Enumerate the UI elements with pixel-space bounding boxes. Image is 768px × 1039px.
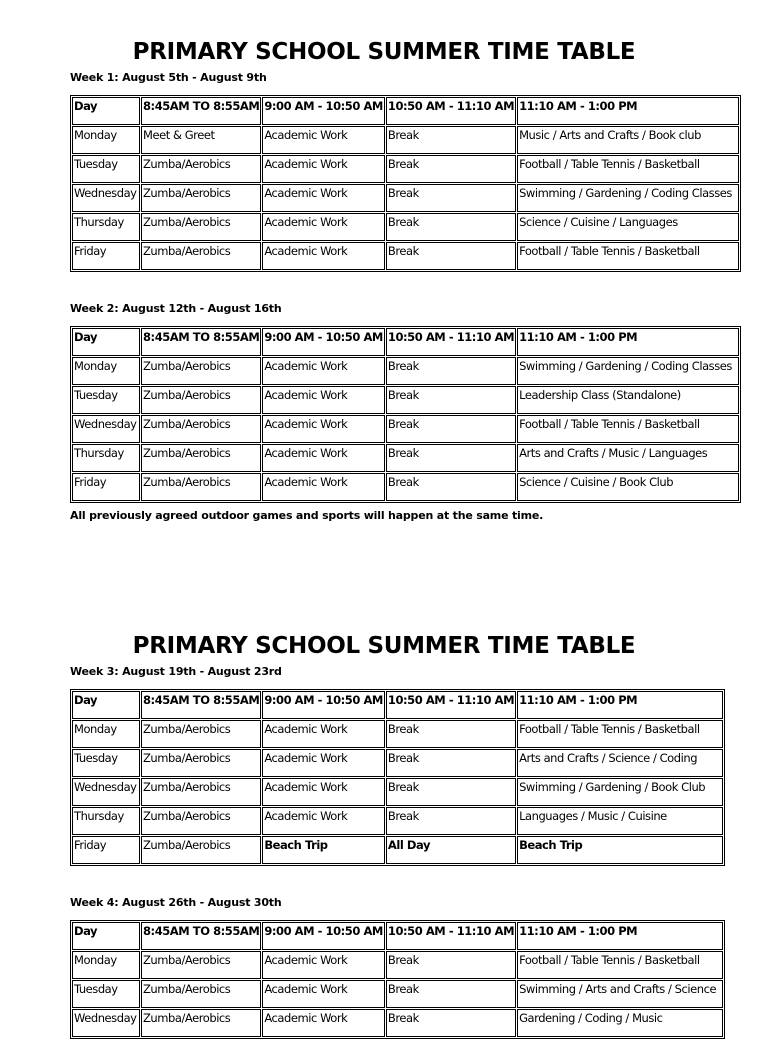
table-cell: Swimming / Gardening / Coding Classes: [517, 357, 739, 385]
table-cell: Break: [386, 184, 516, 212]
table-row: [72, 980, 723, 1008]
table-cell: Wednesday: [72, 415, 140, 443]
table-header-row: [72, 328, 739, 356]
table-cell: Tuesday: [72, 155, 140, 183]
table-cell: Zumba/Aerobics: [141, 415, 261, 443]
table-cell: Monday: [72, 357, 140, 385]
table-cell: Tuesday: [72, 749, 140, 777]
table-cell: Football / Table Tennis / Basketball: [517, 951, 723, 979]
table-cell: Break: [386, 357, 516, 385]
table-row: [72, 386, 739, 414]
table-cell: Monday: [72, 951, 140, 979]
table-row: [72, 242, 739, 270]
table-cell: Break: [386, 415, 516, 443]
table-cell: Academic Work: [262, 242, 385, 270]
table-cell: Zumba/Aerobics: [141, 444, 261, 472]
table-cell: Zumba/Aerobics: [141, 473, 261, 501]
table-cell: Break: [386, 473, 516, 501]
table-cell: Friday: [72, 473, 140, 501]
table-row: [72, 444, 739, 472]
table-row: [72, 184, 739, 212]
table-cell: Science / Cuisine / Languages: [517, 213, 739, 241]
table-cell: Break: [386, 213, 516, 241]
table-cell: All Day: [386, 836, 516, 864]
table-cell: Break: [386, 126, 516, 154]
table-cell: Academic Work: [262, 155, 385, 183]
header-cell-slot-2: 9:00 AM - 10:50 AM: [262, 328, 385, 356]
table-cell: Academic Work: [262, 444, 385, 472]
table-header-row: [72, 922, 723, 950]
table-cell: Football / Table Tennis / Basketball: [517, 415, 739, 443]
table-cell: Swimming / Arts and Crafts / Science: [517, 980, 723, 1008]
table-header-row: [72, 691, 723, 719]
table-cell: Zumba/Aerobics: [141, 155, 261, 183]
table-cell: Zumba/Aerobics: [141, 1009, 261, 1037]
table-cell: Languages / Music / Cuisine: [517, 807, 723, 835]
footnote: All previously agreed outdoor games and sports will happen at the same time.: [70, 509, 544, 522]
table-row: [72, 155, 739, 183]
table-cell: Zumba/Aerobics: [141, 980, 261, 1008]
table-cell: Beach Trip: [517, 836, 723, 864]
table-cell: Academic Work: [262, 749, 385, 777]
table-row: [72, 473, 739, 501]
table-cell: Football / Table Tennis / Basketball: [517, 720, 723, 748]
header-cell-slot-3: 10:50 AM - 11:10 AM: [386, 922, 516, 950]
header-cell-slot-2: 9:00 AM - 10:50 AM: [262, 97, 385, 125]
table-header-row: [72, 97, 739, 125]
table-cell: Tuesday: [72, 386, 140, 414]
table-cell: Zumba/Aerobics: [141, 242, 261, 270]
week-3-table: [70, 689, 725, 866]
table-cell: Academic Work: [262, 807, 385, 835]
header-cell-slot-1: 8:45AM TO 8:55AM: [141, 922, 261, 950]
table-cell: Academic Work: [262, 951, 385, 979]
header-cell-slot-4: 11:10 AM - 1:00 PM: [517, 328, 739, 356]
page-title: PRIMARY SCHOOL SUMMER TIME TABLE: [132, 39, 636, 65]
table-row: [72, 1009, 723, 1037]
table-cell: Zumba/Aerobics: [141, 213, 261, 241]
page-title: PRIMARY SCHOOL SUMMER TIME TABLE: [132, 633, 636, 659]
table-cell: Zumba/Aerobics: [141, 357, 261, 385]
table-cell: Football / Table Tennis / Basketball: [517, 155, 739, 183]
table-cell: Zumba/Aerobics: [141, 184, 261, 212]
table-row: [72, 749, 723, 777]
table-row: [72, 807, 723, 835]
week-1-label: Week 1: August 5th - August 9th: [70, 71, 267, 84]
table-cell: Beach Trip: [262, 836, 385, 864]
table-cell: Monday: [72, 720, 140, 748]
table-cell: Zumba/Aerobics: [141, 807, 261, 835]
table-cell: Wednesday: [72, 184, 140, 212]
table-cell: Leadership Class (Standalone): [517, 386, 739, 414]
header-cell-day: Day: [72, 922, 140, 950]
table-cell: Academic Work: [262, 126, 385, 154]
table-cell: Break: [386, 807, 516, 835]
table-row: [72, 357, 739, 385]
table-cell: Zumba/Aerobics: [141, 951, 261, 979]
table-row: [72, 720, 723, 748]
week-4-label: Week 4: August 26th - August 30th: [70, 896, 282, 909]
table-cell: Music / Arts and Crafts / Book club: [517, 126, 739, 154]
table-cell: Academic Work: [262, 357, 385, 385]
table-cell: Zumba/Aerobics: [141, 778, 261, 806]
table-cell: Academic Work: [262, 720, 385, 748]
table-cell: Thursday: [72, 444, 140, 472]
table-cell: Arts and Crafts / Science / Coding: [517, 749, 723, 777]
table-cell: Thursday: [72, 213, 140, 241]
table-cell: Wednesday: [72, 778, 140, 806]
table-cell: Break: [386, 951, 516, 979]
header-cell-slot-3: 10:50 AM - 11:10 AM: [386, 97, 516, 125]
table-cell: Academic Work: [262, 473, 385, 501]
header-cell-slot-1: 8:45AM TO 8:55AM: [141, 328, 261, 356]
table-row: [72, 213, 739, 241]
header-cell-day: Day: [72, 691, 140, 719]
header-cell-slot-1: 8:45AM TO 8:55AM: [141, 97, 261, 125]
table-cell: Academic Work: [262, 1009, 385, 1037]
header-cell-slot-2: 9:00 AM - 10:50 AM: [262, 691, 385, 719]
table-cell: Tuesday: [72, 980, 140, 1008]
table-cell: Break: [386, 444, 516, 472]
table-cell: Academic Work: [262, 213, 385, 241]
table-cell: Football / Table Tennis / Basketball: [517, 242, 739, 270]
table-cell: Monday: [72, 126, 140, 154]
week-3-label: Week 3: August 19th - August 23rd: [70, 665, 282, 678]
header-cell-slot-2: 9:00 AM - 10:50 AM: [262, 922, 385, 950]
table-cell: Academic Work: [262, 184, 385, 212]
table-cell: Academic Work: [262, 415, 385, 443]
table-cell: Academic Work: [262, 778, 385, 806]
table-row: [72, 126, 739, 154]
table-cell: Science / Cuisine / Book Club: [517, 473, 739, 501]
table-cell: Meet & Greet: [141, 126, 261, 154]
week-2-table: [70, 326, 741, 503]
week-4-table: [70, 920, 725, 1039]
header-cell-slot-4: 11:10 AM - 1:00 PM: [517, 97, 739, 125]
table-cell: Swimming / Gardening / Book Club: [517, 778, 723, 806]
table-cell: Break: [386, 980, 516, 1008]
header-cell-slot-4: 11:10 AM - 1:00 PM: [517, 922, 723, 950]
table-cell: Academic Work: [262, 980, 385, 1008]
table-row: [72, 415, 739, 443]
header-cell-slot-4: 11:10 AM - 1:00 PM: [517, 691, 723, 719]
table-row: [72, 836, 723, 864]
header-cell-slot-1: 8:45AM TO 8:55AM: [141, 691, 261, 719]
table-cell: Zumba/Aerobics: [141, 386, 261, 414]
week-2-label: Week 2: August 12th - August 16th: [70, 302, 282, 315]
table-cell: Gardening / Coding / Music: [517, 1009, 723, 1037]
table-cell: Break: [386, 749, 516, 777]
table-cell: Break: [386, 1009, 516, 1037]
table-cell: Academic Work: [262, 386, 385, 414]
table-row: [72, 778, 723, 806]
table-cell: Zumba/Aerobics: [141, 749, 261, 777]
table-cell: Friday: [72, 242, 140, 270]
table-cell: Thursday: [72, 807, 140, 835]
table-cell: Break: [386, 778, 516, 806]
week-1-table: [70, 95, 741, 272]
table-cell: Friday: [72, 836, 140, 864]
table-cell: Wednesday: [72, 1009, 140, 1037]
table-cell: Break: [386, 242, 516, 270]
table-cell: Break: [386, 720, 516, 748]
header-cell-day: Day: [72, 328, 140, 356]
table-cell: Zumba/Aerobics: [141, 720, 261, 748]
table-cell: Swimming / Gardening / Coding Classes: [517, 184, 739, 212]
header-cell-day: Day: [72, 97, 140, 125]
header-cell-slot-3: 10:50 AM - 11:10 AM: [386, 691, 516, 719]
table-cell: Zumba/Aerobics: [141, 836, 261, 864]
table-cell: Arts and Crafts / Music / Languages: [517, 444, 739, 472]
table-row: [72, 951, 723, 979]
table-cell: Break: [386, 155, 516, 183]
table-cell: Break: [386, 386, 516, 414]
header-cell-slot-3: 10:50 AM - 11:10 AM: [386, 328, 516, 356]
